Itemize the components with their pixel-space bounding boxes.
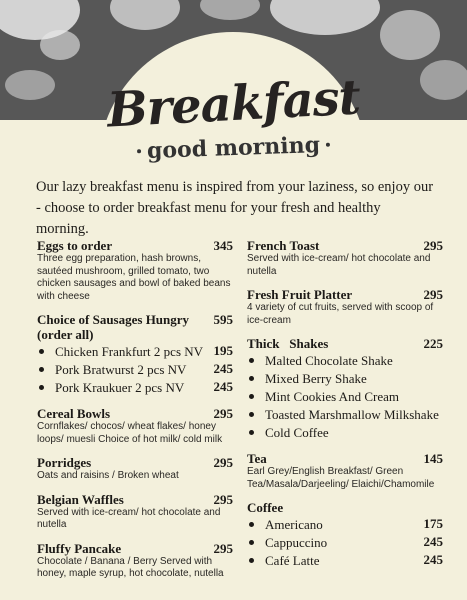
list-item	[247, 370, 443, 388]
list-item	[247, 552, 443, 570]
sub-item-price: 245	[213, 379, 233, 394]
list-item	[247, 388, 443, 406]
item-description: Three egg preparation, hash browns, sautéed mushroom, grilled tomato, two chicken sausages and bowl of baked beans with cheese	[37, 253, 231, 302]
item-price: 295	[213, 406, 233, 421]
sub-item-price: 245	[213, 361, 233, 376]
shake-list	[247, 352, 443, 442]
sub-item-price: 245	[423, 552, 443, 567]
coffee-list	[247, 516, 443, 570]
item-description: Oats and raisins / Broken wheat	[37, 470, 179, 481]
item-price: 295	[423, 287, 443, 302]
list-item	[247, 516, 443, 534]
sub-item-label: Mixed Berry Shake	[265, 371, 367, 386]
menu-item-french-toast	[247, 238, 443, 278]
list-item	[247, 424, 443, 442]
item-name: Fluffy Pancake	[37, 540, 122, 556]
sub-item-price: 195	[213, 343, 233, 358]
bullet-icon	[249, 394, 254, 399]
sub-item-label: Cold Coffee	[265, 425, 329, 440]
menu-item-waffles	[37, 492, 233, 532]
item-description: Chocolate / Banana / Berry Served with honey, maple syrup, hot chocolate, nutella	[37, 555, 224, 579]
sub-item-price: 175	[423, 516, 443, 531]
intro-text: Our lazy breakfast menu is inspired from your laziness, so enjoy our - choose to order breakfast menu for your fresh and healthy morning.	[36, 179, 434, 237]
menu-item-pancake	[37, 541, 233, 581]
menu-item-fruit-platter	[247, 287, 443, 327]
menu-item-eggs	[37, 238, 233, 303]
item-name: Fresh Fruit Platter	[247, 287, 353, 302]
item-price: 295	[213, 540, 233, 556]
item-name: Cereal Bowls	[37, 406, 111, 421]
item-name: Choice of Sausages Hungry (order all)	[37, 312, 190, 342]
sub-item-label: Pork Kraukuer 2 pcs NV	[55, 380, 185, 395]
item-description: 4 variety of cut fruits, served with scoop of ice-cream	[247, 302, 434, 326]
bullet-icon	[249, 358, 254, 363]
item-description: Served with ice-cream/ hot chocolate and nutella	[37, 506, 221, 530]
sub-item-label: Chicken Frankfurt 2 pcs NV	[55, 344, 204, 359]
sub-item-label: Mint Cookies And Cream	[265, 389, 399, 404]
sub-item-label: Pork Bratwurst 2 pcs NV	[55, 362, 187, 377]
bullet-icon	[249, 558, 254, 563]
item-price: 595	[213, 312, 233, 327]
item-name: Porridges	[37, 455, 92, 470]
bullet-icon	[39, 367, 44, 372]
menu-item-sausages	[37, 312, 233, 397]
menu-column-right	[247, 238, 443, 579]
item-price: 295	[213, 455, 233, 470]
item-price: 295	[213, 491, 233, 507]
menu-item-shakes	[247, 336, 443, 442]
list-item	[37, 379, 233, 397]
bullet-icon	[249, 540, 254, 545]
item-name: Tea	[247, 451, 267, 466]
item-name: Thick Shakes	[247, 336, 329, 351]
list-item	[247, 534, 443, 552]
sub-item-label: Café Latte	[265, 553, 320, 568]
item-price: 225	[423, 336, 443, 351]
sub-item-label: Cappuccino	[265, 535, 328, 550]
item-price: 295	[423, 238, 443, 253]
item-description: Cornflakes/ chocos/ wheat flakes/ honey loops/ muesli Choice of hot milk/ cold milk	[37, 421, 223, 445]
list-item	[247, 406, 443, 424]
sausage-list	[37, 343, 233, 397]
menu-item-tea	[247, 451, 443, 491]
menu-item-cereal	[37, 406, 233, 446]
list-item	[37, 343, 233, 361]
bullet-icon	[249, 522, 254, 527]
menu-subtitle: good morning	[146, 131, 321, 165]
item-name: Eggs to order	[37, 238, 113, 253]
bullet-icon	[249, 430, 254, 435]
sub-item-label: Malted Chocolate Shake	[265, 353, 393, 368]
item-price: 345	[213, 238, 233, 253]
menu-item-porridges	[37, 455, 233, 483]
menu-item-coffee	[247, 500, 443, 570]
sub-item-label: Toasted Marshmallow Milkshake	[265, 407, 439, 422]
item-name: French Toast	[247, 238, 320, 253]
bullet-icon	[39, 349, 44, 354]
bullet-icon	[249, 412, 254, 417]
menu-column-left	[37, 238, 233, 590]
sub-item-price: 245	[423, 534, 443, 549]
bullet-icon	[249, 376, 254, 381]
item-description: Earl Grey/English Breakfast/ Green Tea/Masala/Darjeeling/ Elaichi/Chamomile	[247, 466, 435, 490]
item-name: Coffee	[247, 500, 284, 515]
bullet-icon	[39, 385, 44, 390]
item-description: Served with ice-cream/ hot chocolate and nutella	[247, 253, 431, 277]
list-item	[37, 361, 233, 379]
menu-title: Breakfast	[105, 69, 362, 139]
item-price: 145	[423, 451, 443, 466]
dot-ornament	[326, 143, 330, 147]
list-item	[247, 352, 443, 370]
sub-item-label: Americano	[265, 517, 323, 532]
item-name: Belgian Waffles	[37, 491, 124, 507]
